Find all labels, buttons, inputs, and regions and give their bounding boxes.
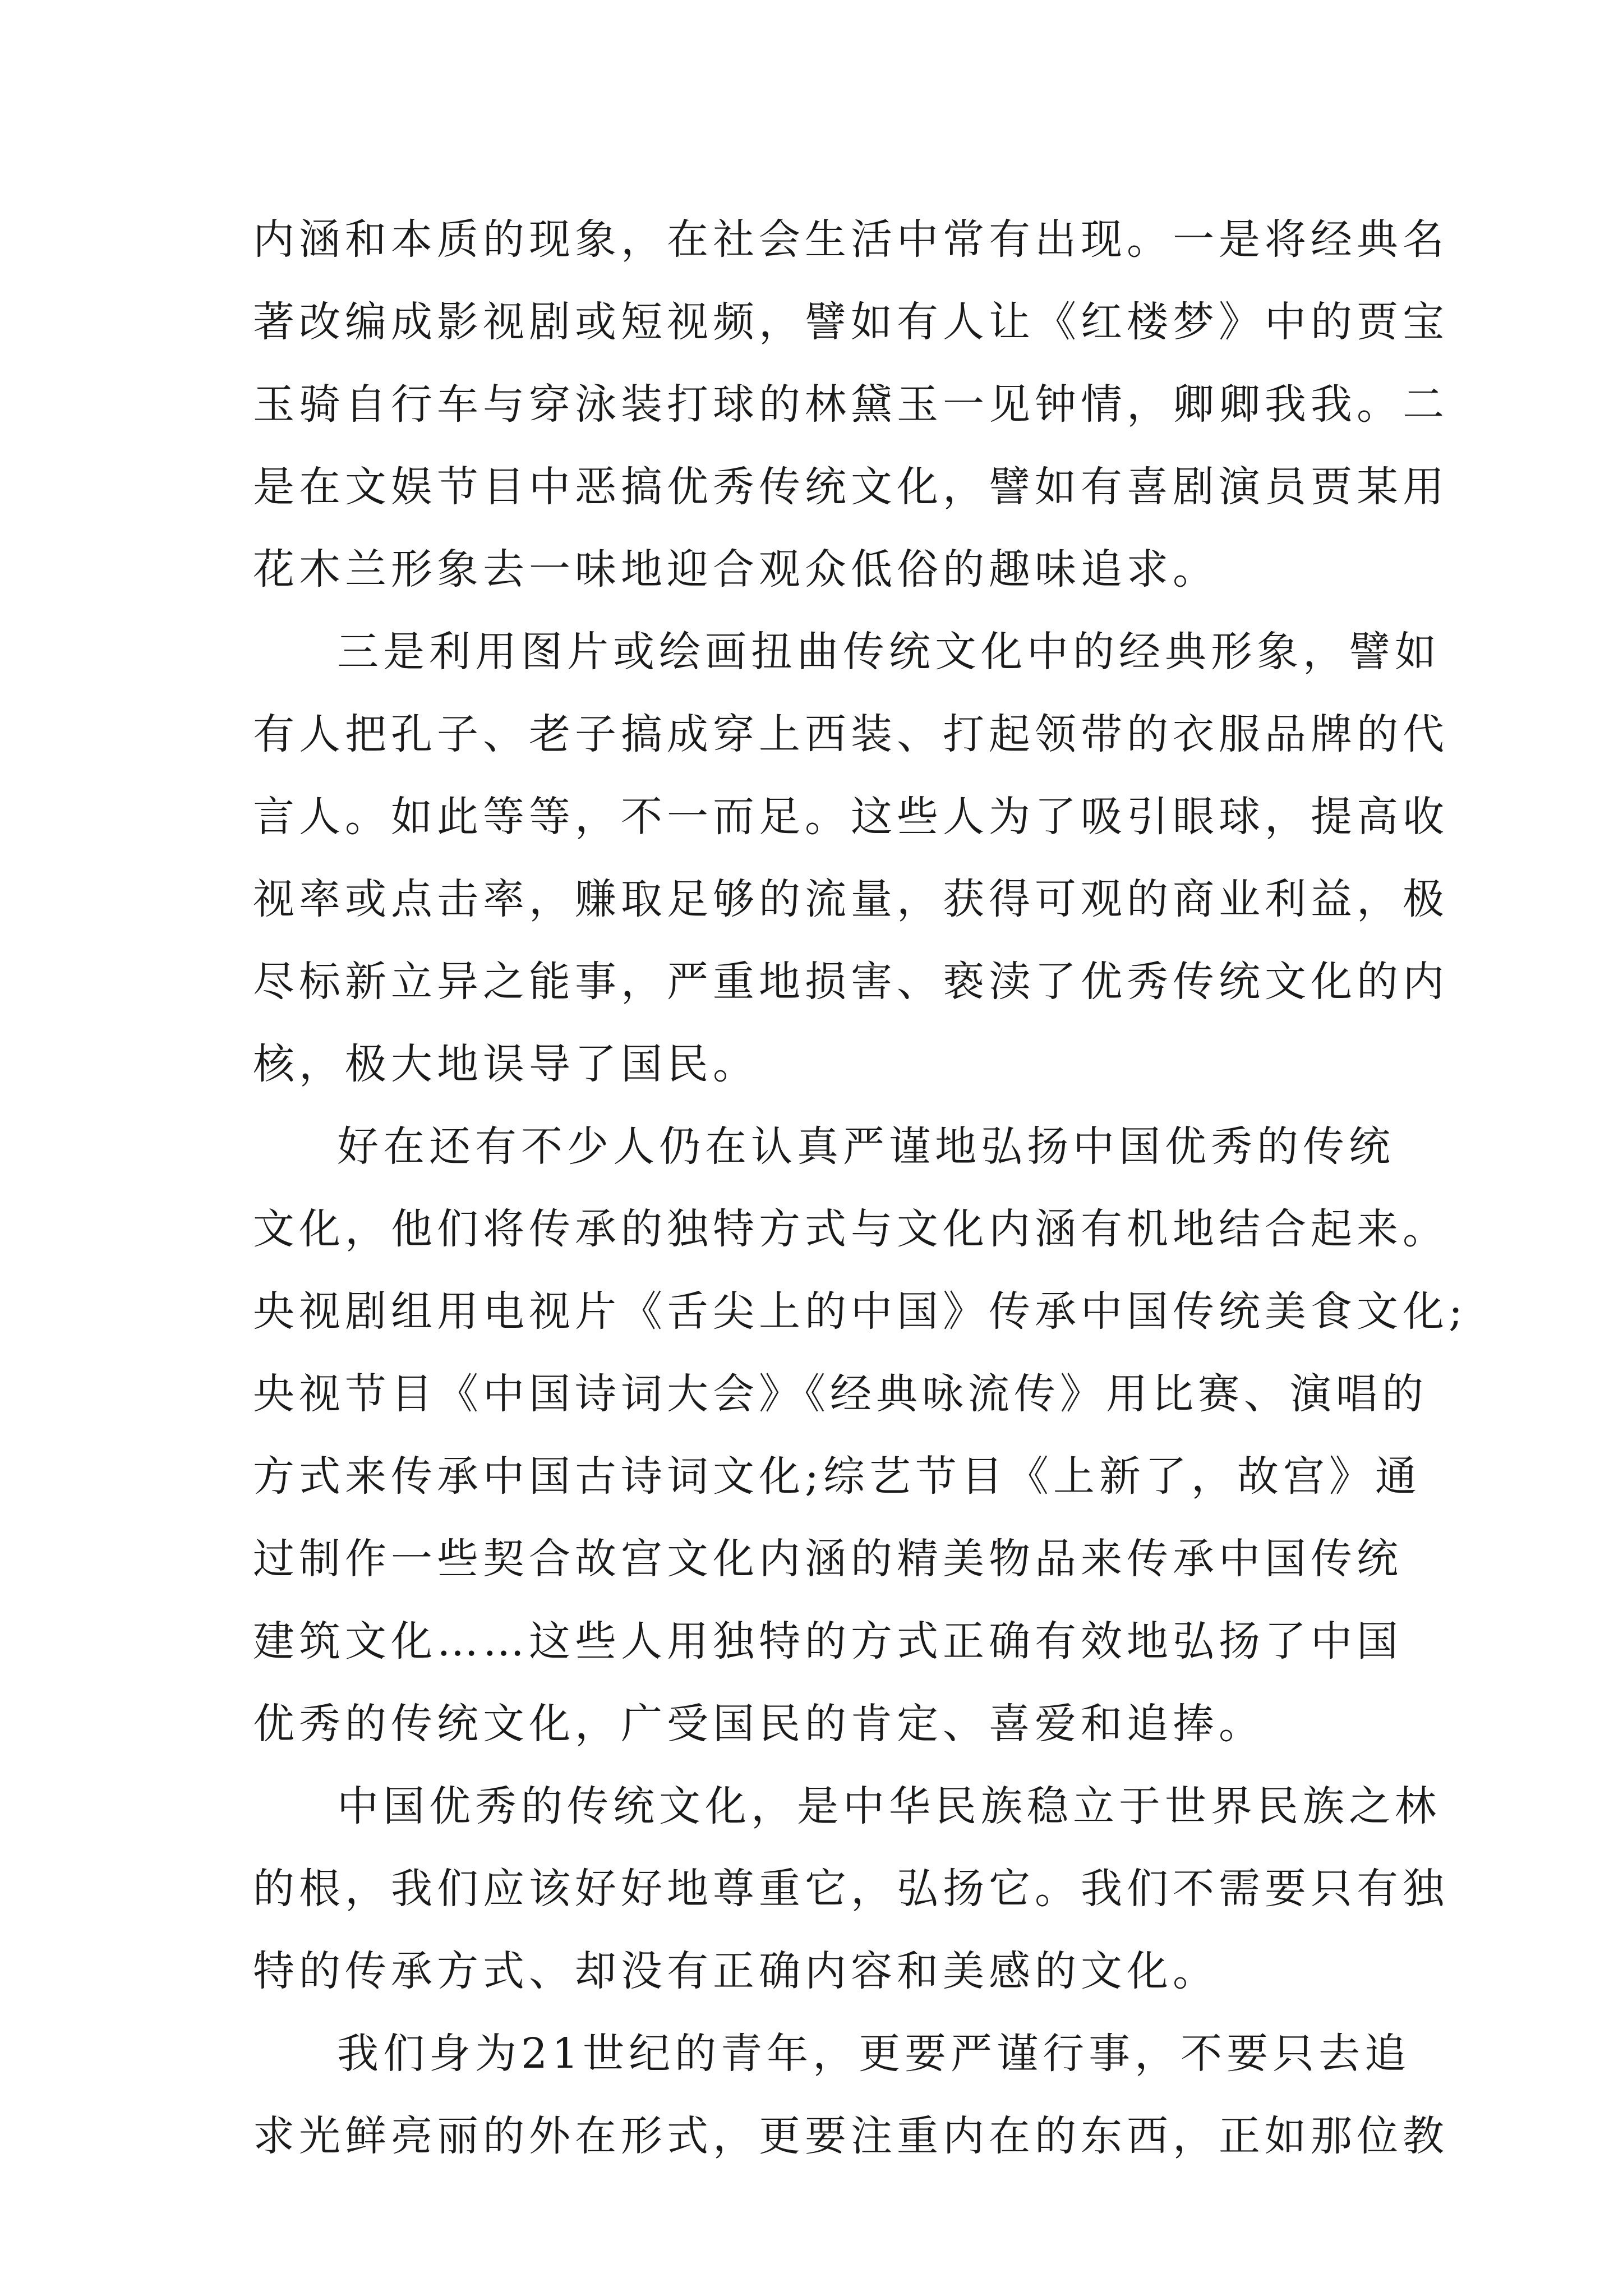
text-line: 内涵和本质的现象，在社会生活中常有出现。一是将经典名	[253, 215, 1449, 264]
text-line: 特的传承方式、却没有正确内容和美感的文化。	[253, 1947, 1219, 1995]
text-line: 核，极大地误导了国民。	[253, 1040, 759, 1088]
text-line: 有人把孔子、老子搞成穿上西装、打起领带的衣服品牌的代	[253, 710, 1449, 758]
text-line: 央视节目《中国诗词大会》《经典咏流传》用比赛、演唱的	[253, 1370, 1428, 1418]
text-line: 建筑文化……这些人用独特的方式正确有效地弘扬了中国	[253, 1617, 1403, 1665]
text-line: 好在还有不少人仍在认真严谨地弘扬中国优秀的传统	[337, 1122, 1395, 1171]
text-line: 的根，我们应该好好地尊重它，弘扬它。我们不需要只有独	[253, 1865, 1449, 1913]
text-line: 优秀的传统文化，广受国民的肯定、喜爱和追捧。	[253, 1700, 1265, 1748]
text-line: 言人。如此等等，不一而足。这些人为了吸引眼球，提高收	[253, 793, 1449, 841]
text-line: 视率或点击率，赚取足够的流量，获得可观的商业利益，极	[253, 875, 1449, 923]
text-line: 过制作一些契合故宫文化内涵的精美物品来传承中国传统	[253, 1535, 1403, 1583]
text-line: 文化，他们将传承的独特方式与文化内涵有机地结合起来。	[253, 1205, 1449, 1253]
text-line: 花木兰形象去一味地迎合观众低俗的趣味追求。	[253, 545, 1219, 593]
text-line: 我们身为21世纪的青年，更要严谨行事，不要只去追	[337, 2030, 1411, 2078]
text-line: 尽标新立异之能事，严重地损害、亵渎了优秀传统文化的内	[253, 958, 1449, 1006]
text-line: 玉骑自行车与穿泳装打球的林黛玉一见钟情，卿卿我我。二	[253, 380, 1449, 429]
text-line: 中国优秀的传统文化，是中华民族稳立于世界民族之林	[337, 1782, 1441, 1830]
text-line: 是在文娱节目中恶搞优秀传统文化，譬如有喜剧演员贾某用	[253, 463, 1449, 511]
text-line: 央视剧组用电视片《舌尖上的中国》传承中国传统美食文化;	[253, 1287, 1467, 1336]
text-line: 著改编成影视剧或短视频，譬如有人让《红楼梦》中的贾宝	[253, 298, 1449, 346]
text-line: 三是利用图片或绘画扭曲传统文化中的经典形象，譬如	[337, 628, 1441, 676]
text-line: 方式来传承中国古诗词文化;综艺节目《上新了，故宫》通	[253, 1452, 1421, 1501]
text-line: 求光鲜亮丽的外在形式，更要注重内在的东西，正如那位教	[253, 2112, 1449, 2160]
